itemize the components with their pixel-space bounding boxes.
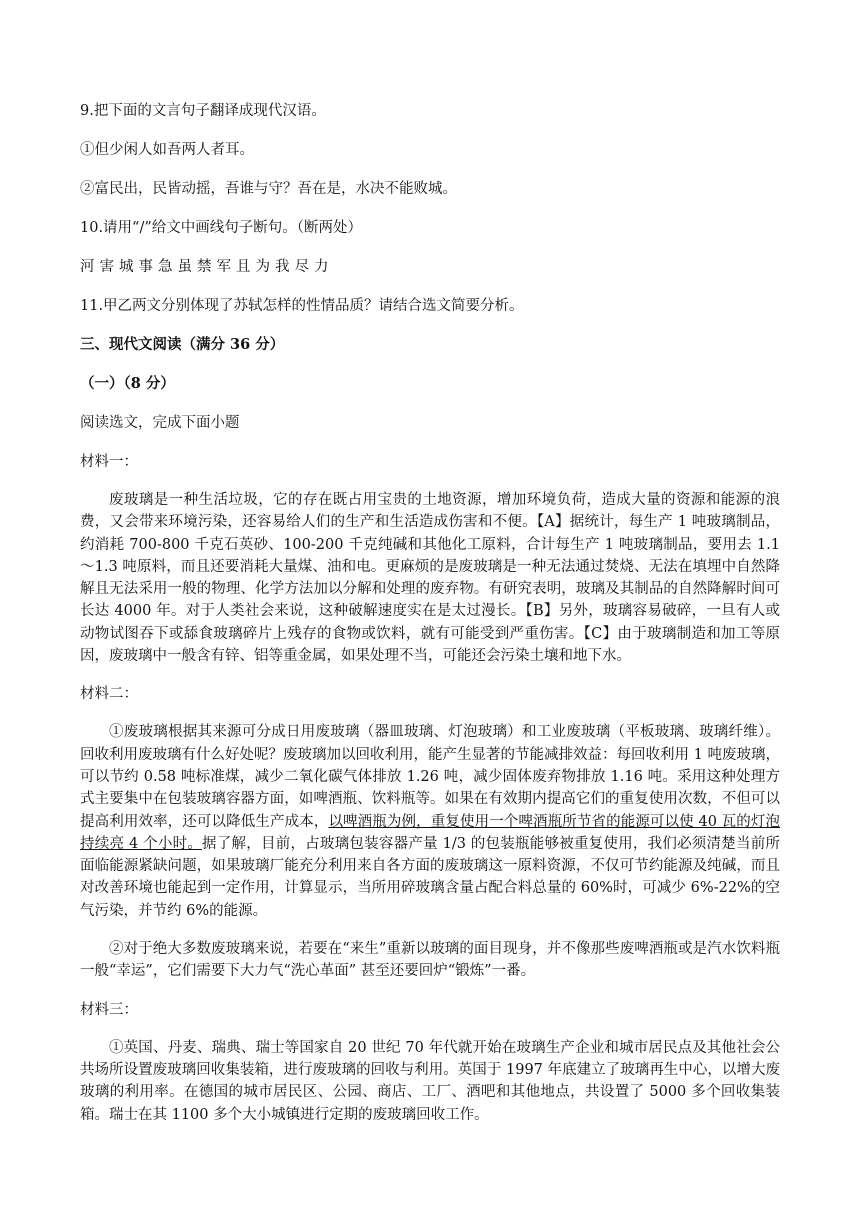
- material-1-label: 材料一：: [80, 454, 138, 470]
- material-2-paragraph-1-end: 据了解，目前，占玻璃包装容器产量 1/3 的包装瓶能够被重复使用，我们必须清楚当前所面临能源紧缺问题，如果玻璃厂能充分利用来自各方面的废玻璃这一原料资源，不仅可节约能源及纯碱，而且对改善环境也能起到一定作用，计算显示，当所用碎玻璃含量占配合料总量的 60%时，可减少 6%-22%的空气污染，并节约 6%的能源。: [80, 835, 780, 919]
- question-9-item-1: ①但少闲人如吾两人者耳。: [80, 142, 254, 158]
- question-10-sentence: 河害城事急虽禁军且为我尽力: [80, 259, 334, 275]
- material-1-paragraph: 废玻璃是一种生活垃圾，它的存在既占用宝贵的土地资源，增加环境负荷，造成大量的资源和能源的浪费，又会带来环境污染，还容易给人们的生产和生活造成伤害和不便。【A】据统计，每生产 1 吨玻璃制品，约消耗 700-800 千克石英砂、100-200 千克纯碱和其他化工原料，合计每生产 1 吨玻璃制品，要用去 1.1～1.3 吨原料，而且还要消耗大量煤、油和电。更麻烦的是废玻璃是一种无法通过焚烧、无法在填埋中自然降解且无法采用一般的物理、化学方法加以分解和处理的废弃物。有研究表明，玻璃及其制品的自然降解时间可长达 4000 年。对于人类社会来说，这种破解速度实在是太过漫长。【B】另外，玻璃容易破碎，一旦有人或动物试图吞下或舔食玻璃碎片上残存的食物或饮料，就有可能受到严重伤害。【C】由于玻璃制造和加工等原因，废玻璃中一般含有锌、铝等重金属，如果处理不当，可能还会污染土壤和地下水。: [80, 492, 780, 665]
- question-9-item-2: ②富民出，民皆动摇，吾谁与守？吾在是，水决不能败城。: [80, 181, 457, 197]
- section-3-title: 三、现代文阅读（满分 36 分）: [80, 336, 285, 353]
- section-3-part-1: （一）（8 分）: [80, 375, 175, 392]
- material-2-label: 材料二：: [80, 686, 138, 703]
- material-2-paragraph-1: [80, 721, 780, 922]
- underlined-sentence: 以啤酒瓶为例，重复使用一个啤酒瓶所节省的能源可以使 40 瓦的灯泡持续亮 4 个小时。: [80, 813, 781, 852]
- reading-instruction: 阅读选文，完成下面小题: [80, 415, 240, 431]
- question-10: 10.请用“/”给文中画线句子断句。（断两处）: [80, 220, 363, 236]
- material-3-label: 材料三：: [80, 1001, 138, 1018]
- question-9: 9.把下面的文言句子翻译成现代汉语。: [80, 103, 326, 119]
- material-2-paragraph-2: ②对于绝大多数废玻璃来说，若要在“来生”重新以玻璃的面目现身，并不像那些废啤酒瓶或是汽水饮料瓶一般“幸运”，它们需要下大力气“洗心革面” 甚至还要回炉“锻炼”一番。: [80, 941, 780, 980]
- material-3-paragraph-1: ①英国、丹麦、瑞典、瑞士等国家自 20 世纪 70 年代就开始在玻璃生产企业和城市居民点及其他社会公共场所设置废玻璃回收集装箱，进行废玻璃的回收与利用。英国于 1997 年底建立了玻璃再生中心，以增大废玻璃的利用率。在德国的城市居民区、公园、商店、工厂、酒吧和其他地点，共设置了 5000 多个回收集装箱。瑞士在其 1100 多个大小城镇进行定期的废玻璃回收工作。: [80, 1039, 780, 1123]
- material-2-paragraph-1-start: ①废玻璃根据其来源可分成日用废玻璃（器皿玻璃、灯泡玻璃）和工业废玻璃（平板玻璃、玻璃纤维）。回收利用废玻璃有什么好处呢？废玻璃加以回收利用，能产生显著的节能减排效益：每回收利用 1 吨废玻璃，可以节约 0.58 吨标准煤，减少二氧化碳气体排放 1.26 吨，减少固体废弃物排放 1.16 吨。采用这种处理方式主要集中在包装玻璃容器方面，如啤酒瓶、饮料瓶等。如果在有效期内提高它们的重复使用次数，不但可以提高利用效率，还可以降低生产成本，: [80, 724, 780, 830]
- document-page: [80, 100, 780, 1142]
- question-11: 11.甲乙两文分别体现了苏轼怎样的性情品质？请结合选文简要分析。: [80, 298, 524, 314]
